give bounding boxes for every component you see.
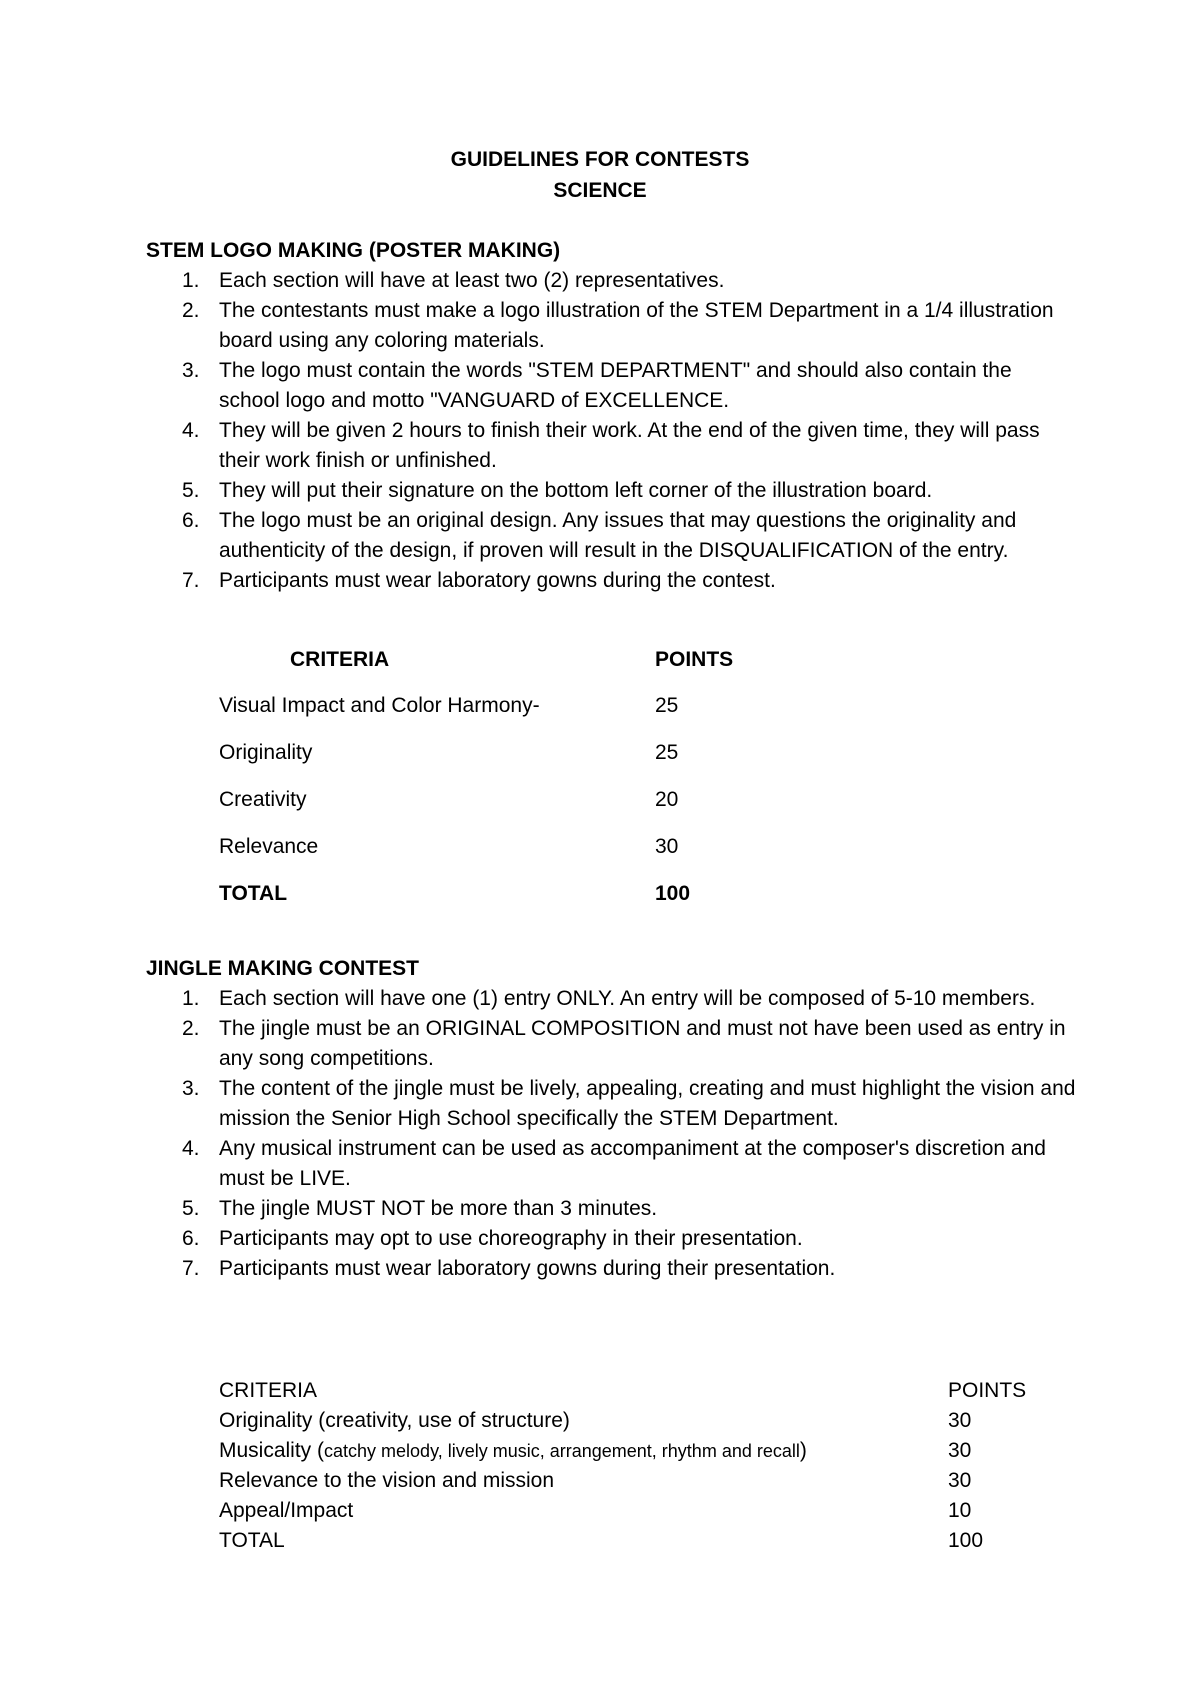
stem-points-header: POINTS bbox=[655, 648, 734, 671]
jingle-criterion-name: Musicality (catchy melody, lively music, arrangement, rhythm and recall) bbox=[219, 1439, 807, 1462]
stem-criterion-points: 20 bbox=[655, 788, 679, 811]
stem-criterion-points: 25 bbox=[655, 741, 679, 764]
list-item: 7. Participants must wear laboratory gowns during the contest. bbox=[182, 569, 776, 592]
stem-section-title: STEM LOGO MAKING (POSTER MAKING) bbox=[146, 239, 561, 262]
document-title: GUIDELINES FOR CONTESTS bbox=[450, 148, 750, 171]
list-item: 1. Each section will have at least two (2) representatives. bbox=[182, 269, 725, 292]
list-item: 6. Participants may opt to use choreography in their presentation. bbox=[182, 1227, 803, 1250]
list-item: 3. The logo must contain the words "STEM DEPARTMENT" and should also contain the school logo and motto "VANGUARD of EXCELLENCE. bbox=[182, 359, 1012, 412]
stem-guidelines-list bbox=[146, 266, 1076, 596]
list-item: 2. The contestants must make a logo illustration of the STEM Department in a 1/4 illustration board using any coloring materials. bbox=[182, 299, 1054, 352]
list-item: 5. They will put their signature on the bottom left corner of the illustration board. bbox=[182, 479, 933, 502]
stem-criterion-name: Creativity bbox=[219, 788, 307, 811]
list-item: 6. The logo must be an original design. Any issues that may questions the originality and authenticity of the design, if proven will result in the DISQUALIFICATION of the entry. bbox=[182, 509, 1017, 562]
list-item: 4. Any musical instrument can be used as accompaniment at the composer's discretion and must be LIVE. bbox=[182, 1137, 1046, 1190]
jingle-criterion-name: Relevance to the vision and mission bbox=[219, 1469, 555, 1492]
jingle-criterion-name: Appeal/Impact bbox=[219, 1499, 354, 1522]
list-item: 3. The content of the jingle must be lively, appealing, creating and must highlight the vision and mission the Senior High School specifically the STEM Department. bbox=[182, 1077, 1076, 1130]
jingle-criterion-points: 30 bbox=[948, 1409, 972, 1432]
jingle-criterion-name: Originality (creativity, use of structure) bbox=[219, 1409, 570, 1432]
jingle-criterion-points: 30 bbox=[948, 1469, 972, 1492]
list-item: 1. Each section will have one (1) entry ONLY. An entry will be composed of 5-10 members. bbox=[182, 987, 1036, 1010]
stem-criterion-name: Originality bbox=[219, 741, 313, 764]
jingle-points-header: POINTS bbox=[948, 1379, 1027, 1402]
stem-criterion-name: Visual Impact and Color Harmony- bbox=[219, 694, 540, 717]
jingle-guidelines-list bbox=[146, 984, 1076, 1284]
jingle-total-points: 100 bbox=[948, 1529, 984, 1552]
jingle-criterion-points: 10 bbox=[948, 1499, 972, 1522]
list-item: 5. The jingle MUST NOT be more than 3 minutes. bbox=[182, 1197, 658, 1220]
jingle-section-title: JINGLE MAKING CONTEST bbox=[146, 957, 420, 980]
list-item: 7. Participants must wear laboratory gowns during their presentation. bbox=[182, 1257, 836, 1280]
stem-criteria-header: CRITERIA bbox=[290, 648, 390, 671]
stem-criterion-name: Relevance bbox=[219, 835, 319, 858]
list-item: 2. The jingle must be an ORIGINAL COMPOSITION and must not have been used as entry in any song competitions. bbox=[182, 1017, 1066, 1070]
jingle-criterion-points: 30 bbox=[948, 1439, 972, 1462]
musicality-detail: catchy melody, lively music, arrangement, rhythm and recall bbox=[324, 1441, 800, 1461]
stem-total-label: TOTAL bbox=[219, 882, 288, 905]
stem-criterion-points: 25 bbox=[655, 694, 679, 717]
jingle-total-label: TOTAL bbox=[219, 1529, 285, 1552]
document-subtitle: SCIENCE bbox=[553, 179, 647, 202]
list-item: 4. They will be given 2 hours to finish their work. At the end of the given time, they will pass their work finish or unfinished. bbox=[182, 419, 1040, 472]
jingle-criteria-header: CRITERIA bbox=[219, 1379, 318, 1402]
stem-criterion-points: 30 bbox=[655, 835, 679, 858]
stem-total-points: 100 bbox=[655, 882, 691, 905]
